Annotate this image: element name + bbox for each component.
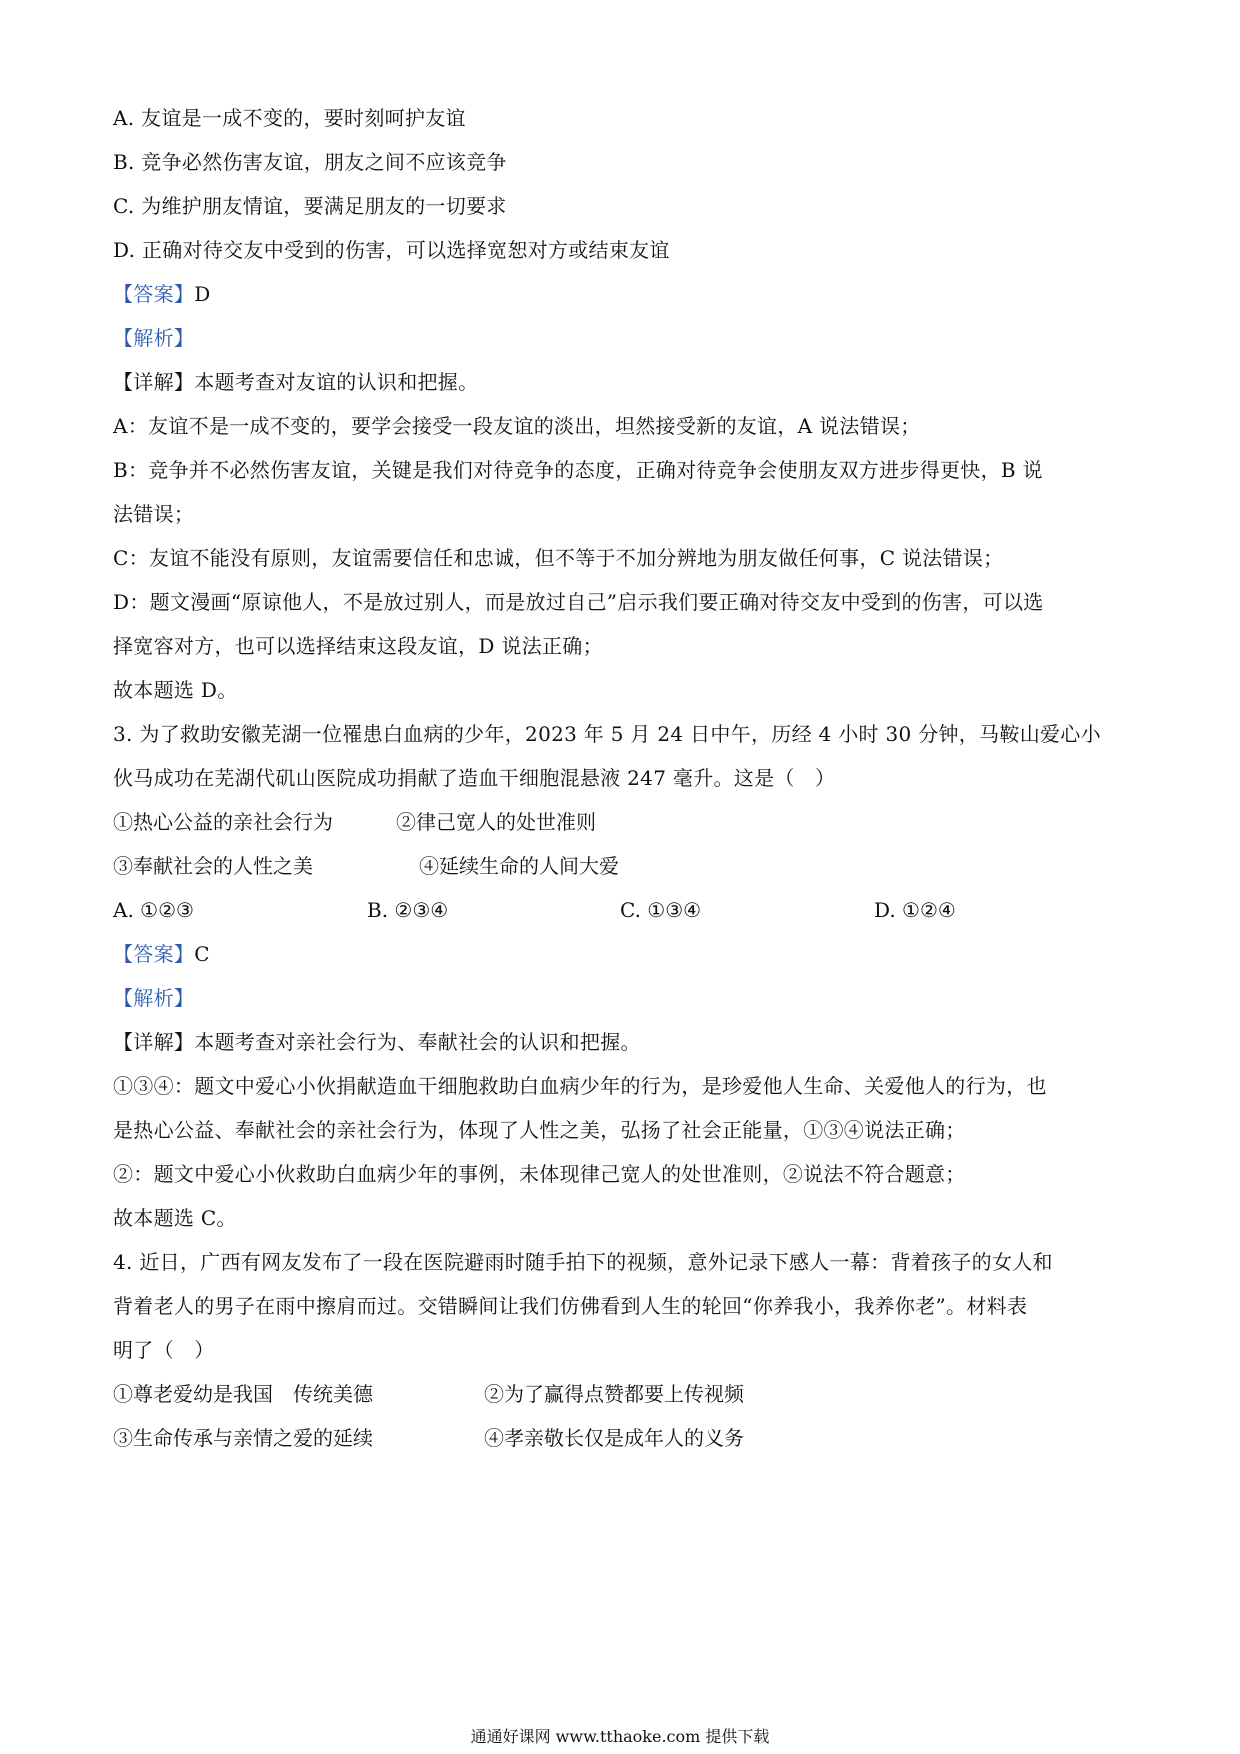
q3-choice-b: B. ②③④ <box>367 898 449 922</box>
q3-detail-line <box>113 1027 1127 1057</box>
q2-explanation: D：题文漫画“原谅他人，不是放过别人，而是放过自己”启示我们要正确对待交友中受到的伤害，可以选 <box>113 590 1044 614</box>
q2-conclusion: 故本题选 D。 <box>113 678 238 702</box>
q3-analysis-tag: 【解析】 <box>113 986 195 1010</box>
q3-answer-line <box>113 939 1127 969</box>
q2-explanation: A：友谊不是一成不变的，要学会接受一段友谊的淡出，坦然接受新的友谊，A 说法错误； <box>113 414 921 438</box>
q3-stem: 3. 为了救助安徽芜湖一位罹患白血病的少年，2023 年 5 月 24 日中午，历经 4 小时 30 分钟，马鞍山爱心小 <box>113 722 1101 746</box>
q3-detail-tag: 【详解】 <box>113 1030 195 1054</box>
q2-detail-text: 本题考查对友谊的认识和把握。 <box>194 370 479 394</box>
q3-explanation: 是热心公益、奉献社会的亲社会行为，体现了人性之美，弘扬了社会正能量，①③④说法正确； <box>113 1118 966 1142</box>
q4-stem: 明了（ ） <box>113 1338 215 1362</box>
q4-item-2: ②为了赢得点赞都要上传视频 <box>484 1382 744 1406</box>
q2-explanation: C：友谊不能没有原则，友谊需要信任和忠诚，但不等于不加分辨地为朋友做任何事，C 说法错误； <box>113 546 1004 570</box>
q2-option-b: B. 竞争必然伤害友谊，朋友之间不应该竞争 <box>113 150 507 174</box>
q4-item-1: ①尊老爱幼是我国 传统美德 <box>113 1382 373 1406</box>
q2-option-c: C. 为维护朋友情谊，要满足朋友的一切要求 <box>113 194 507 218</box>
q3-detail-text: 本题考查对亲社会行为、奉献社会的认识和把握。 <box>194 1030 641 1054</box>
q2-explanation: 择宽容对方，也可以选择结束这段友谊，D 说法正确； <box>113 634 603 658</box>
q4-item-4: ④孝亲敬长仅是成年人的义务 <box>484 1426 744 1450</box>
page-footer: 通通好课网 www.tthaoke.com 提供下载 <box>470 1727 770 1746</box>
q3-explanation: ①③④：题文中爱心小伙捐献造血干细胞救助白血病少年的行为，是珍爱他人生命、关爱他人的行为，也 <box>113 1074 1047 1098</box>
q2-detail-line <box>113 367 1127 397</box>
q2-answer-tag: 【答案】 <box>113 282 195 306</box>
q3-answer-tag: 【答案】 <box>113 942 195 966</box>
q2-option-a: A. 友谊是一成不变的，要时刻呵护友谊 <box>113 106 466 130</box>
q3-answer-value: C <box>194 942 210 966</box>
q4-stem: 4. 近日，广西有网友发布了一段在医院避雨时随手拍下的视频，意外记录下感人一幕：背着孩子的女人和 <box>113 1250 1053 1274</box>
q3-explanation: ②：题文中爱心小伙救助白血病少年的事例，未体现律己宽人的处世准则，②说法不符合题意； <box>113 1162 966 1186</box>
q3-choice-c: C. ①③④ <box>620 898 702 922</box>
q2-detail-tag: 【详解】 <box>113 370 195 394</box>
q2-option-d: D. 正确对待交友中受到的伤害，可以选择宽恕对方或结束友谊 <box>113 238 670 262</box>
q3-item-2: ②律己宽人的处世准则 <box>396 810 596 834</box>
q2-analysis-tag: 【解析】 <box>113 326 195 350</box>
q4-item-3: ③生命传承与亲情之爱的延续 <box>113 1426 373 1450</box>
q3-stem: 伙马成功在芜湖代矶山医院成功捐献了造血干细胞混悬液 247 毫升。这是（ ） <box>113 766 836 790</box>
q2-explanation: B：竞争并不必然伤害友谊，关键是我们对待竞争的态度，正确对待竞争会使朋友双方进步得更快，B 说 <box>113 458 1043 482</box>
q3-conclusion: 故本题选 C。 <box>113 1206 237 1230</box>
q4-stem: 背着老人的男子在雨中擦肩而过。交错瞬间让我们仿佛看到人生的轮回“你养我小，我养你老”。材料表 <box>113 1294 1028 1318</box>
q3-choice-d: D. ①②④ <box>874 898 956 922</box>
q2-answer-line <box>113 279 1127 309</box>
q3-item-1: ①热心公益的亲社会行为 <box>113 810 333 834</box>
q2-answer-value: D <box>194 282 211 306</box>
q3-item-3: ③奉献社会的人性之美 <box>113 854 313 878</box>
q3-choice-a: A. ①②③ <box>113 898 194 922</box>
q2-explanation: 法错误； <box>113 502 195 526</box>
q3-item-4: ④延续生命的人间大爱 <box>419 854 619 878</box>
